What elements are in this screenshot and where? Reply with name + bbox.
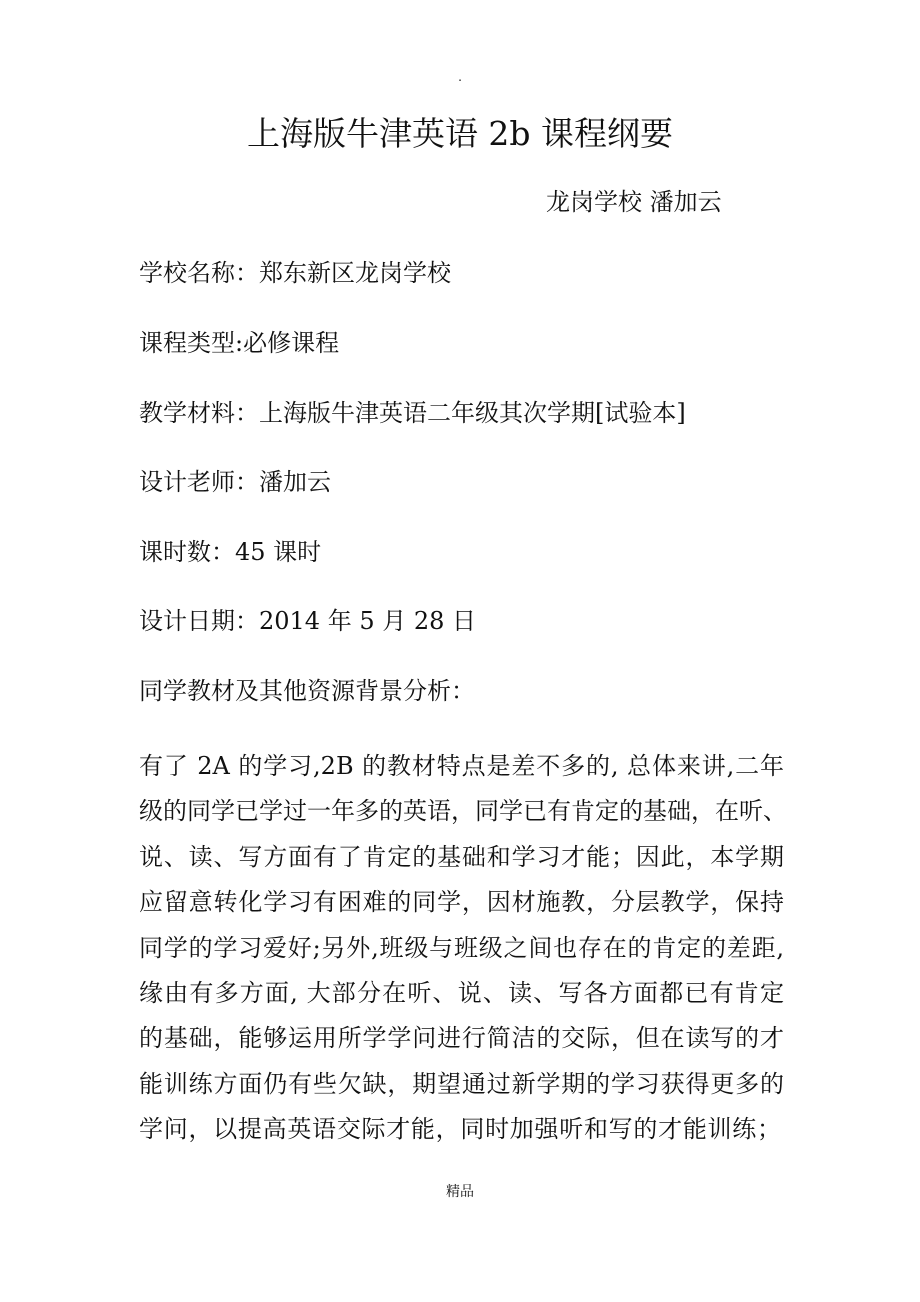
- document-title: 上海版牛津英语 2b 课程纲要: [246, 114, 674, 153]
- body-line: 同学的学习爱好;另外,班级与班级之间也存在的肯定的差距,: [139, 933, 784, 962]
- body-line: 能训练方面仍有些欠缺，期望通过新学期的学习获得更多的: [139, 1069, 784, 1098]
- document-author: 龙岗学校 潘加云: [546, 188, 722, 216]
- body-line: 应留意转化学习有困难的同学，因材施教，分层教学，保持: [139, 888, 784, 917]
- field-school-name: 学校名称：郑东新区龙岗学校: [139, 259, 451, 287]
- body-line: 学问，以提高英语交际才能，同时加强听和写的才能训练；: [139, 1115, 781, 1144]
- field-materials: 教学材料：上海版牛津英语二年级其次学期[试验本]: [139, 399, 686, 427]
- body-line: 有了 2A 的学习,2B 的教材特点是差不多的, 总体来讲,二年: [139, 752, 784, 780]
- header-mark: .: [458, 70, 462, 84]
- section-heading: 同学教材及其他资源背景分析：: [139, 677, 475, 705]
- body-line: 缘由有多方面, 大部分在听、说、读、写各方面都已有肯定: [139, 978, 784, 1007]
- body-line: 的基础，能够运用所学学问进行简洁的交际，但在读写的才: [139, 1024, 784, 1053]
- body-line: 级的同学已学过一年多的英语，同学已有肯定的基础，在听、: [139, 797, 787, 826]
- body-paragraph: [139, 744, 789, 1153]
- body-line: 说、读、写方面有了肯定的基础和学习才能；因此，本学期: [139, 842, 784, 871]
- field-course-type: 课程类型:必修课程: [139, 329, 340, 357]
- footer-label: 精品: [446, 1184, 474, 1200]
- field-designer: 设计老师：潘加云: [139, 468, 331, 496]
- field-hours: 课时数：45 课时: [139, 538, 322, 566]
- field-design-date: 设计日期：2014 年 5 月 28 日: [139, 607, 477, 635]
